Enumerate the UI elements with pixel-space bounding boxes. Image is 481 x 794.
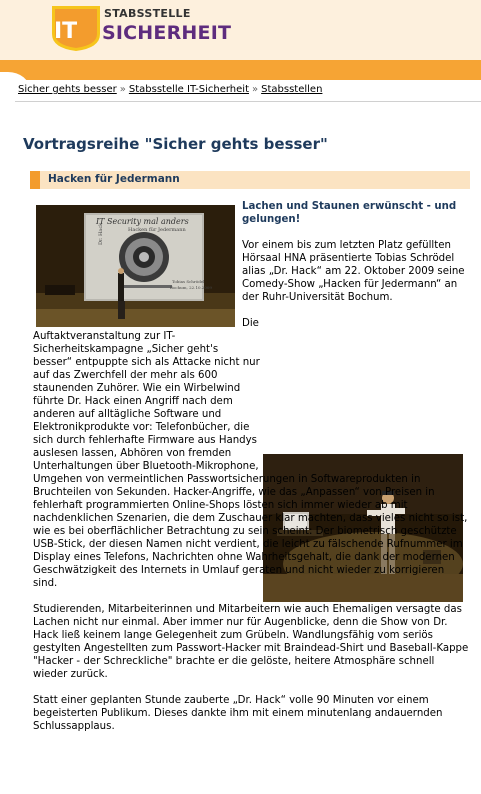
breadcrumb-item-sicher-gehts-besser[interactable]: Sicher gehts besser — [18, 84, 117, 95]
article-paragraph: Die Auftaktveranstaltung zur IT-Sicherheitskampagne „Sicher geht's besser“ entpuppte sich als Attacke nicht nur auf das Zwerchfell der mehr als 600 staunenden Zuhörer. Wie ein Wirbelwind führte Dr. Hack einen Angriff nach dem anderen auf alltägliche Software und Elektronikprodukte vor: Telefonbücher, die sich durch fehlerhafte Firmware aus Handys auslesen lassen, Abhören von fremden Unterhaltungen über Bluetooth-Mikrophone, Umgehen von vermeintlichen Passwortsicherungen in Softwareprodukten in Bruchteilen von Sekunden. Hacker-Angriffe, wie das „Anpassen“ von Preisen in fehlerhaft programmierten Online-Shops lösten sich immer wieder ab mit nachdenklichen Szenarien, die dem Zuschauer klar machten, dass vieles nicht so ist, wie es bei oberflächlicher Betrachtung zu sein scheint: Der biometrisch geschützte USB-Stick, der diesen Namen nicht verdient, die leicht zu fälschende Rufnummer im Display eines Telefons, Nachrichten ohne Wahrheitsgehalt, die dank der modernen Geschwätzigkeit des Internets in Umlauf geraten und nicht wieder zu korrigieren sind. — [33, 318, 468, 589]
page-title: Vortragsreihe "Sicher gehts besser" — [23, 135, 328, 153]
breadcrumb-divider — [15, 101, 481, 102]
breadcrumb-separator: » — [252, 84, 259, 95]
article-paragraph: Vor einem bis zum letzten Platz gefüllten Hörsaal HNA präsentierte Tobias Schrödel alias „Dr. Hack“ am 22. Oktober 2009 seine Comedy-Show „Hacken für Jedermann“ an der Ruhr-Universität Bochum. — [242, 240, 465, 303]
photo2-spacer — [260, 319, 471, 471]
breadcrumb — [18, 84, 481, 100]
site-logo[interactable] — [50, 4, 232, 52]
breadcrumb-separator: » — [119, 84, 126, 95]
header-band — [0, 60, 481, 80]
photo1-spacer — [33, 200, 242, 330]
article-content — [33, 200, 471, 746]
article-paragraph: Studierenden, Mitarbeiterinnen und Mitarbeitern wie auch Ehemaligen versagte das Lachen nicht nur einmal. Aber immer nur für Augenblicke, denn die Show von Dr. Hack ließ keinem lange Gelegenheit zum Grübeln. Wandlungsfähig vom seriös gestylten Angestellten zum Passwort-Hacker mit Braindead-Shirt und Baseball-Kappe "Hacker - der Schreckliche" brachte er die gelöste, heitere Atmosphäre schnell wieder zurück. — [33, 604, 469, 680]
slide-date: Bochum, 22.10.2009 — [170, 285, 212, 290]
logo-it-text: IT — [54, 19, 78, 44]
slide-title: IT Security mal anders — [96, 217, 189, 226]
logo-main-text: SICHERHEIT — [102, 22, 232, 44]
slide-subtitle: Hacken für Jedermann — [128, 227, 186, 233]
article-subtitle: Lachen und Staunen erwünscht - und gelungen! — [242, 201, 457, 225]
section-heading: Hacken für Jedermann — [48, 173, 180, 185]
section-heading-bar — [30, 171, 470, 189]
site-header — [0, 0, 481, 60]
slide-side-text: Dr. Hack — [98, 222, 104, 245]
breadcrumb-item-stabsstelle[interactable]: Stabsstelle IT-Sicherheit — [128, 84, 249, 95]
slide-name: Tobias Schrödel — [172, 279, 205, 284]
section-marker — [30, 171, 40, 189]
logo-top-text: STABSSTELLE — [104, 7, 191, 20]
article-paragraph: Statt einer geplanten Stunde zauberte „Dr. Hack“ volle 90 Minuten vor einem begeisterten Publikum. Dieses dankte ihm mit einem minutenlang andauernden Schlussapplaus. — [33, 695, 443, 732]
breadcrumb-item-stabsstellen[interactable]: Stabsstellen — [261, 84, 323, 95]
